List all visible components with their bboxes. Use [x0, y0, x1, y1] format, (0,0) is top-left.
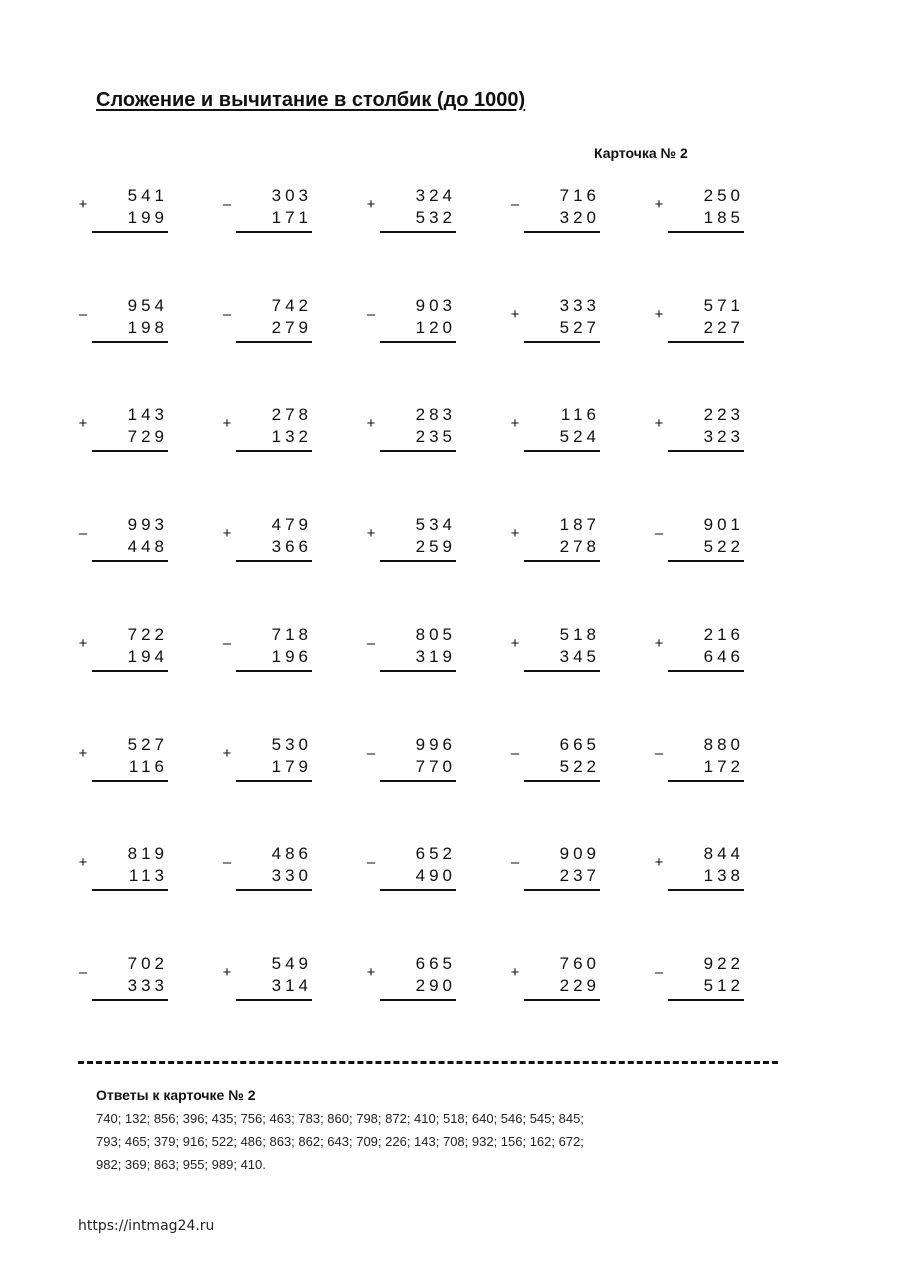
first-operand: 324 — [415, 186, 456, 205]
problem-item — [364, 625, 464, 685]
operator-sign: + — [78, 415, 88, 432]
problem-item — [508, 405, 608, 465]
operator-sign: + — [222, 745, 232, 762]
first-operand: 486 — [271, 844, 312, 863]
problem-item — [364, 296, 464, 356]
sum-line — [236, 560, 312, 562]
operator-sign: + — [510, 306, 520, 323]
problem-item — [220, 296, 320, 356]
cut-line-divider — [78, 1061, 778, 1064]
sum-line — [524, 231, 600, 233]
first-operand: 283 — [415, 405, 456, 424]
first-operand: 250 — [703, 186, 744, 205]
page-title: Сложение и вычитание в столбик (до 1000) — [96, 89, 526, 111]
first-operand: 116 — [560, 405, 600, 424]
sum-line — [668, 450, 744, 452]
operator-sign: – — [222, 635, 232, 652]
second-operand: 646 — [703, 647, 744, 666]
operator-sign: – — [654, 745, 664, 762]
problem-item — [508, 515, 608, 575]
second-operand: 138 — [703, 866, 744, 885]
first-operand: 541 — [127, 186, 168, 205]
second-operand: 532 — [415, 208, 456, 227]
second-operand: 279 — [271, 318, 312, 337]
problem-item — [220, 405, 320, 465]
second-operand: 319 — [415, 647, 456, 666]
first-operand: 527 — [127, 735, 168, 754]
sum-line — [92, 231, 168, 233]
sum-line — [668, 670, 744, 672]
second-operand: 113 — [128, 866, 168, 885]
problem-item — [652, 186, 752, 246]
operator-sign: + — [510, 415, 520, 432]
sum-line — [668, 560, 744, 562]
answers-line: 740; 132; 856; 396; 435; 756; 463; 783; 860; 798; 872; 410; 518; 640; 546; 545; 845; — [96, 1111, 584, 1126]
first-operand: 954 — [127, 296, 168, 315]
operator-sign: + — [654, 306, 664, 323]
operator-sign: – — [366, 635, 376, 652]
first-operand: 909 — [559, 844, 600, 863]
operator-sign: + — [78, 635, 88, 652]
sum-line — [92, 341, 168, 343]
operator-sign: – — [222, 306, 232, 323]
first-operand: 819 — [127, 844, 168, 863]
second-operand: 524 — [559, 427, 600, 446]
sum-line — [236, 670, 312, 672]
answers-line: 793; 465; 379; 916; 522; 486; 863; 862; 643; 709; 226; 143; 708; 932; 156; 162; 672; — [96, 1134, 584, 1149]
problem-item — [76, 954, 176, 1014]
operator-sign: + — [510, 635, 520, 652]
problem-item — [76, 844, 176, 904]
sum-line — [380, 231, 456, 233]
first-operand: 903 — [415, 296, 456, 315]
problem-item — [508, 186, 608, 246]
problem-item — [76, 405, 176, 465]
first-operand: 571 — [703, 296, 744, 315]
sum-line — [92, 450, 168, 452]
first-operand: 530 — [271, 735, 312, 754]
operator-sign: + — [78, 196, 88, 213]
first-operand: 880 — [703, 735, 744, 754]
first-operand: 187 — [559, 515, 600, 534]
sum-line — [524, 341, 600, 343]
first-operand: 805 — [415, 625, 456, 644]
problem-item — [652, 625, 752, 685]
first-operand: 479 — [271, 515, 312, 534]
second-operand: 185 — [703, 208, 744, 227]
second-operand: 512 — [703, 976, 744, 995]
sum-line — [668, 780, 744, 782]
problem-item — [364, 186, 464, 246]
first-operand: 665 — [415, 954, 456, 973]
second-operand: 171 — [271, 208, 312, 227]
second-operand: 235 — [415, 427, 456, 446]
first-operand: 742 — [271, 296, 312, 315]
operator-sign: + — [78, 745, 88, 762]
second-operand: 198 — [127, 318, 168, 337]
second-operand: 729 — [127, 427, 168, 446]
first-operand: 702 — [127, 954, 168, 973]
sum-line — [668, 889, 744, 891]
first-operand: 922 — [703, 954, 744, 973]
second-operand: 132 — [271, 427, 312, 446]
problem-item — [220, 735, 320, 795]
operator-sign: – — [78, 306, 88, 323]
first-operand: 303 — [271, 186, 312, 205]
second-operand: 237 — [559, 866, 600, 885]
first-operand: 760 — [559, 954, 600, 973]
second-operand: 259 — [415, 537, 456, 556]
second-operand: 229 — [559, 976, 600, 995]
sum-line — [380, 999, 456, 1001]
operator-sign: + — [366, 196, 376, 213]
problem-item — [652, 954, 752, 1014]
operator-sign: – — [78, 525, 88, 542]
sum-line — [236, 450, 312, 452]
second-operand: 366 — [271, 537, 312, 556]
second-operand: 314 — [271, 976, 312, 995]
operator-sign: – — [78, 964, 88, 981]
second-operand: 172 — [703, 757, 744, 776]
second-operand: 527 — [559, 318, 600, 337]
footer-url: https://intmag24.ru — [78, 1218, 215, 1234]
second-operand: 278 — [559, 537, 600, 556]
sum-line — [524, 999, 600, 1001]
second-operand: 490 — [415, 866, 456, 885]
operator-sign: + — [222, 964, 232, 981]
problem-item — [364, 735, 464, 795]
operator-sign: – — [654, 964, 664, 981]
first-operand: 996 — [415, 735, 456, 754]
answers-title: Ответы к карточке № 2 — [96, 1087, 256, 1103]
first-operand: 518 — [559, 625, 600, 644]
sum-line — [236, 889, 312, 891]
first-operand: 901 — [703, 515, 744, 534]
problem-item — [76, 735, 176, 795]
problem-item — [652, 844, 752, 904]
second-operand: 448 — [127, 537, 168, 556]
operator-sign: + — [654, 196, 664, 213]
sum-line — [668, 999, 744, 1001]
first-operand: 718 — [271, 625, 312, 644]
problem-item — [652, 515, 752, 575]
problem-item — [220, 186, 320, 246]
sum-line — [524, 780, 600, 782]
problem-item — [76, 515, 176, 575]
sum-line — [380, 560, 456, 562]
first-operand: 333 — [559, 296, 600, 315]
operator-sign: + — [654, 635, 664, 652]
sum-line — [380, 670, 456, 672]
second-operand: 116 — [128, 757, 168, 776]
second-operand: 194 — [127, 647, 168, 666]
second-operand: 320 — [559, 208, 600, 227]
problem-item — [220, 954, 320, 1014]
sum-line — [380, 450, 456, 452]
second-operand: 770 — [415, 757, 456, 776]
operator-sign: + — [366, 964, 376, 981]
problem-item — [364, 405, 464, 465]
first-operand: 216 — [703, 625, 744, 644]
second-operand: 330 — [271, 866, 312, 885]
sum-line — [236, 780, 312, 782]
operator-sign: + — [222, 415, 232, 432]
operator-sign: – — [222, 854, 232, 871]
operator-sign: + — [510, 964, 520, 981]
operator-sign: – — [222, 196, 232, 213]
problem-item — [652, 296, 752, 356]
operator-sign: + — [78, 854, 88, 871]
sum-line — [92, 560, 168, 562]
answers-line: 982; 369; 863; 955; 989; 410. — [96, 1157, 266, 1172]
sum-line — [380, 889, 456, 891]
operator-sign: – — [366, 306, 376, 323]
sum-line — [524, 450, 600, 452]
second-operand: 333 — [127, 976, 168, 995]
sum-line — [236, 231, 312, 233]
first-operand: 534 — [415, 515, 456, 534]
operator-sign: – — [654, 525, 664, 542]
second-operand: 290 — [415, 976, 456, 995]
first-operand: 722 — [127, 625, 168, 644]
sum-line — [236, 999, 312, 1001]
sum-line — [524, 560, 600, 562]
first-operand: 844 — [703, 844, 744, 863]
problem-item — [508, 625, 608, 685]
first-operand: 716 — [559, 186, 600, 205]
sum-line — [236, 341, 312, 343]
first-operand: 278 — [271, 405, 312, 424]
sum-line — [668, 341, 744, 343]
first-operand: 652 — [415, 844, 456, 863]
problem-item — [508, 844, 608, 904]
operator-sign: – — [366, 745, 376, 762]
problem-item — [508, 735, 608, 795]
problem-item — [220, 625, 320, 685]
second-operand: 196 — [271, 647, 312, 666]
sum-line — [524, 889, 600, 891]
problem-item — [364, 515, 464, 575]
second-operand: 227 — [703, 318, 744, 337]
operator-sign: – — [510, 854, 520, 871]
sum-line — [92, 889, 168, 891]
first-operand: 549 — [271, 954, 312, 973]
problem-item — [364, 844, 464, 904]
second-operand: 522 — [559, 757, 600, 776]
second-operand: 323 — [703, 427, 744, 446]
problem-item — [76, 186, 176, 246]
first-operand: 143 — [127, 405, 168, 424]
operator-sign: + — [510, 525, 520, 542]
operator-sign: + — [654, 415, 664, 432]
operator-sign: – — [510, 196, 520, 213]
sum-line — [92, 780, 168, 782]
operator-sign: + — [222, 525, 232, 542]
problem-item — [364, 954, 464, 1014]
problem-item — [508, 296, 608, 356]
first-operand: 223 — [703, 405, 744, 424]
sum-line — [92, 670, 168, 672]
second-operand: 345 — [559, 647, 600, 666]
first-operand: 665 — [559, 735, 600, 754]
problem-item — [76, 296, 176, 356]
second-operand: 199 — [127, 208, 168, 227]
problem-item — [652, 735, 752, 795]
second-operand: 120 — [415, 318, 456, 337]
second-operand: 179 — [271, 757, 312, 776]
card-number: Карточка № 2 — [594, 145, 688, 161]
problem-item — [220, 844, 320, 904]
first-operand: 993 — [127, 515, 168, 534]
operator-sign: + — [366, 415, 376, 432]
problem-item — [220, 515, 320, 575]
problem-item — [76, 625, 176, 685]
sum-line — [92, 999, 168, 1001]
operator-sign: – — [510, 745, 520, 762]
problem-item — [652, 405, 752, 465]
second-operand: 522 — [703, 537, 744, 556]
sum-line — [380, 780, 456, 782]
operator-sign: + — [654, 854, 664, 871]
operator-sign: – — [366, 854, 376, 871]
problem-item — [508, 954, 608, 1014]
sum-line — [380, 341, 456, 343]
operator-sign: + — [366, 525, 376, 542]
sum-line — [524, 670, 600, 672]
sum-line — [668, 231, 744, 233]
